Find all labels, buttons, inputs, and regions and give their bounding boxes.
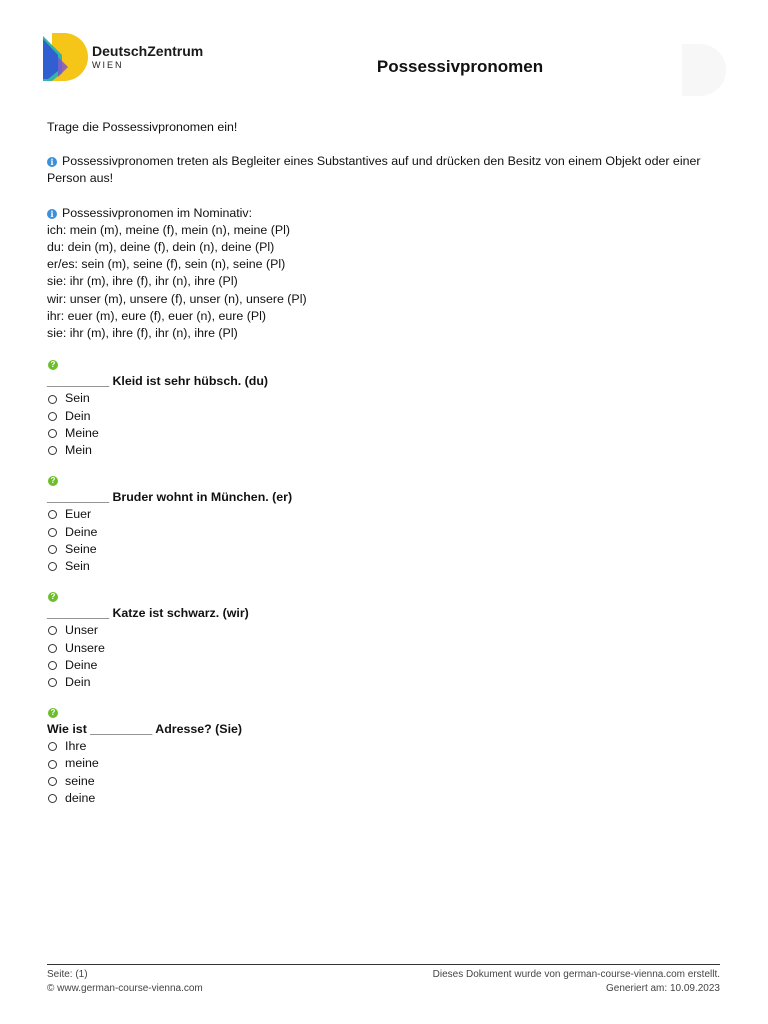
nominativ-line: du: dein (m), deine (f), dein (n), deine (Pl) [47,240,275,255]
radio-button[interactable] [48,562,57,571]
radio-button[interactable] [48,794,57,803]
answer-option[interactable] [47,425,727,442]
generated-date: Generiert am: 10.09.2023 [606,983,720,994]
radio-button[interactable] [48,678,57,687]
option-label: Mein [65,443,92,457]
radio-button[interactable] [48,510,57,519]
brand-subtitle: WIEN [92,60,124,70]
option-label: Euer [65,507,92,522]
radio-button[interactable] [48,742,57,751]
option-label: Sein [65,391,90,406]
radio-button[interactable] [48,412,57,421]
nominativ-line: sie: ihr (m), ihre (f), ihr (n), ihre (Pl) [47,274,238,289]
answer-option[interactable] [47,674,727,691]
question-text: _________ Katze ist schwarz. (wir) [47,606,249,621]
option-label: Ihre [65,739,87,754]
brand-name: DeutschZentrum [92,43,204,59]
radio-button[interactable] [48,395,57,404]
question-2 [47,476,727,575]
question-text: _________ Kleid ist sehr hübsch. (du) [47,374,269,389]
answer-option[interactable] [47,442,727,459]
radio-button[interactable] [48,545,57,554]
option-label: deine [65,790,96,805]
radio-button[interactable] [48,626,57,635]
answer-option[interactable] [47,657,727,674]
nominativ-line: ihr: euer (m), eure (f), euer (n), eure (Pl) [47,308,266,323]
page-number: Seite: (1) [47,969,88,980]
option-label: meine [65,756,99,771]
radio-button[interactable] [48,760,57,769]
answer-option[interactable] [47,541,727,558]
question-icon: ? [48,476,58,486]
radio-button[interactable] [48,661,57,670]
created-by: Dieses Dokument wurde von german-course-vienna.com erstellt. [432,969,720,980]
question-icon: ? [48,360,58,370]
answer-option[interactable] [47,773,727,790]
option-label: seine [65,773,95,788]
answer-option[interactable] [47,558,727,575]
nominativ-info [47,205,727,343]
footer-left [47,968,203,996]
answer-option[interactable] [47,622,727,639]
nominativ-heading: i Possessivpronomen im Nominativ: [47,205,727,222]
answer-option[interactable] [47,506,727,523]
question-text: Wie ist _________ Adresse? (Sie) [47,722,243,737]
radio-button[interactable] [48,528,57,537]
copyright: © www.german-course-vienna.com [47,983,203,994]
question-text: _________ Bruder wohnt in München. (er) [47,490,293,505]
answer-option[interactable] [47,408,727,425]
option-label: Sein [65,558,90,573]
option-label: Unsere [65,640,105,655]
footer-divider [47,964,720,965]
nominativ-line: sie: ihr (m), ihre (f), ihr (n), ihre (Pl) [47,326,238,341]
logo-mark [42,33,88,81]
radio-button[interactable] [48,644,57,653]
info-paragraph [47,153,727,187]
answer-option[interactable] [47,755,727,772]
footer-right [433,968,720,996]
answer-option[interactable] [47,738,727,755]
option-label: Seine [65,541,97,556]
instruction: Trage die Possessivpronomen ein! [47,120,238,134]
option-label: Unser [65,623,99,638]
logo [42,33,203,81]
question-3 [47,592,727,691]
answer-option[interactable] [47,524,727,541]
option-label: Meine [65,425,99,440]
nominativ-line: wir: unser (m), unsere (f), unser (n), unsere (Pl) [47,291,307,306]
answer-option[interactable] [47,640,727,657]
nominativ-line: ich: mein (m), meine (f), mein (n), meine (Pl) [47,222,291,237]
answer-option[interactable] [47,390,727,407]
watermark-icon [674,40,726,100]
option-label: Dein [65,674,91,689]
radio-button[interactable] [48,446,57,455]
answer-option[interactable] [47,790,727,807]
info-text: Possessivpronomen treten als Begleiter eines Substantives auf und drücken den Besitz von einem Objekt oder einer Person aus! [47,154,701,186]
nominativ-line: er/es: sein (m), seine (f), sein (n), seine (Pl) [47,257,286,272]
option-label: Deine [65,657,98,672]
question-4 [47,708,727,807]
option-label: Dein [65,408,91,423]
question-1 [47,360,727,459]
question-icon: ? [48,592,58,602]
radio-button[interactable] [48,777,57,786]
info-icon: i [47,209,57,219]
option-label: Deine [65,524,98,539]
page-title: Possessivpronomen [376,57,544,76]
worksheet-content [47,119,727,824]
info-icon: i [47,157,57,167]
question-icon: ? [48,708,58,718]
radio-button[interactable] [48,429,57,438]
